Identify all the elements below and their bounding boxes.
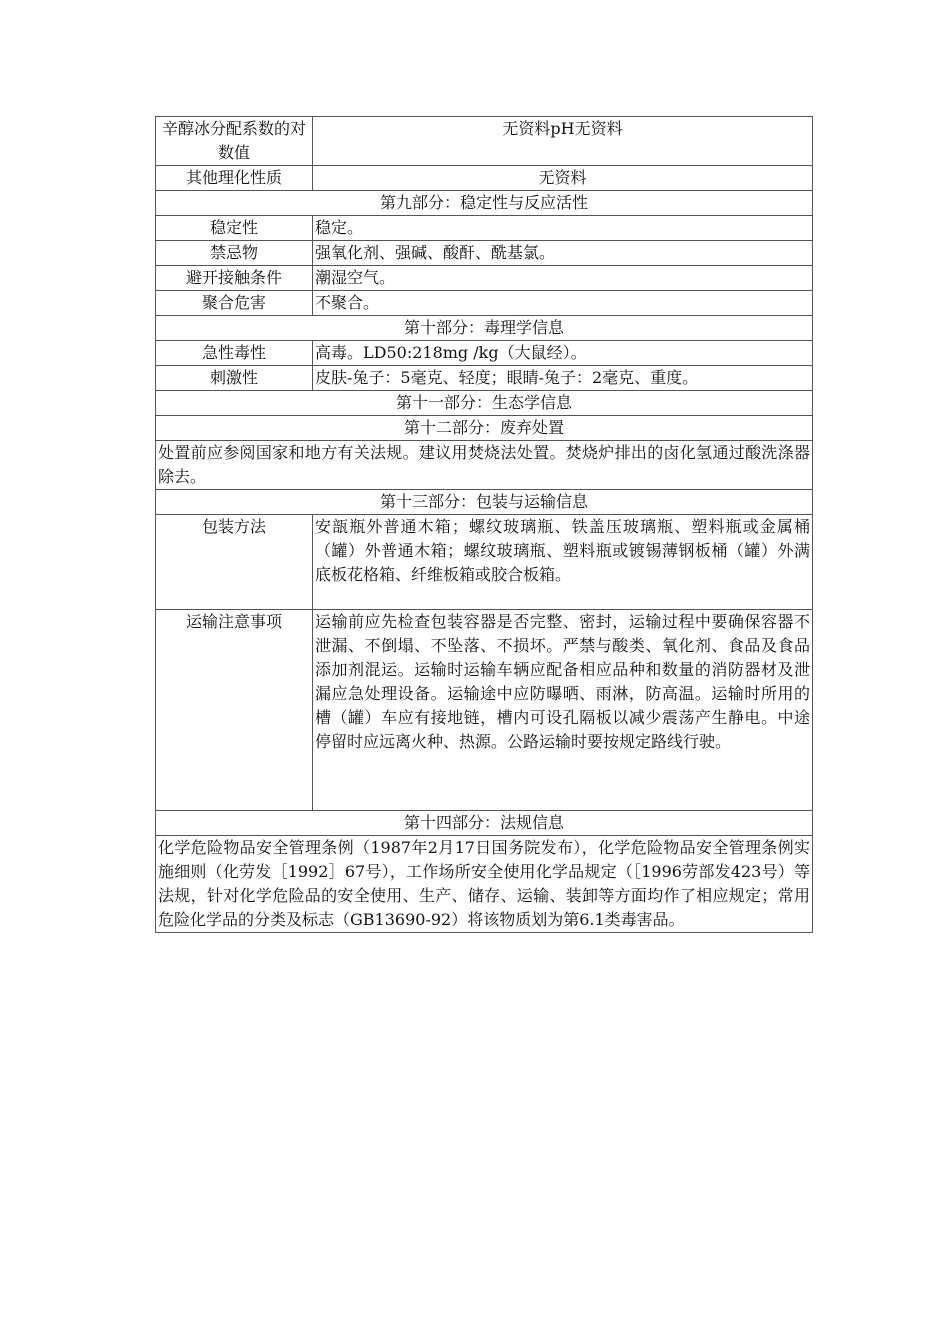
incompatible-value: 强氧化剂、强碱、酸酐、酰基氯。 [313, 241, 813, 266]
other-properties-value: 无资料 [313, 166, 813, 191]
table-row [156, 166, 813, 191]
avoid-conditions-value: 潮湿空气。 [313, 266, 813, 291]
regulations-text: 化学危险物品安全管理条例（1987年2月17日国务院发布），化学危险物品安全管理条例实施细则（化劳发［1992］67号），工作场所安全使用化学品规定（［1996劳部发423号）等法规，针对化学危险品的安全使用、生产、储存、运输、装卸等方面均作了相应规定；常用危险化学品的分类及标志（GB13690-92）将该物质划为第6.1类毒害品。 [156, 836, 813, 933]
table-row [156, 241, 813, 266]
table-row [156, 441, 813, 490]
octanol-value: 无资料pH无资料 [313, 117, 813, 166]
table-row [156, 316, 813, 341]
table-row [156, 191, 813, 216]
section-14-heading: 第十四部分：法规信息 [156, 811, 813, 836]
transport-value: 运输前应先检查包装容器是否完整、密封，运输过程中要确保容器不泄漏、不倒塌、不坠落、不损坏。严禁与酸类、氧化剂、食品及食品添加剂混运。运输时运输车辆应配备相应品种和数量的消防器材及泄漏应急处理设备。运输途中应防曝晒、雨淋，防高温。运输时所用的槽（罐）车应有接地链，槽内可设孔隔板以减少震荡产生静电。中途停留时应远离火种、热源。公路运输时要按规定路线行驶。 [313, 610, 813, 811]
section-9-heading: 第九部分：稳定性与反应活性 [156, 191, 813, 216]
table-row [156, 391, 813, 416]
table-row [156, 266, 813, 291]
table-row [156, 216, 813, 241]
polymerization-value: 不聚合。 [313, 291, 813, 316]
table-row [156, 811, 813, 836]
transport-label: 运输注意事项 [156, 610, 313, 811]
acute-toxicity-value: 高毒。LD50:218mg /kg（大鼠经）。 [313, 341, 813, 366]
acute-toxicity-label: 急性毒性 [156, 341, 313, 366]
msds-table [155, 116, 813, 933]
stability-label: 稳定性 [156, 216, 313, 241]
avoid-conditions-label: 避开接触条件 [156, 266, 313, 291]
table-row [156, 836, 813, 933]
polymerization-label: 聚合危害 [156, 291, 313, 316]
table-row [156, 490, 813, 515]
irritation-label: 刺激性 [156, 366, 313, 391]
irritation-value: 皮肤-兔子：5毫克、轻度；眼睛-兔子：2毫克、重度。 [313, 366, 813, 391]
other-properties-label: 其他理化性质 [156, 166, 313, 191]
packing-value: 安瓿瓶外普通木箱；螺纹玻璃瓶、铁盖压玻璃瓶、塑料瓶或金属桶（罐）外普通木箱；螺纹玻璃瓶、塑料瓶或镀锡薄钢板桶（罐）外满底板花格箱、纤维板箱或胶合板箱。 [313, 515, 813, 610]
table-row [156, 515, 813, 610]
stability-value: 稳定。 [313, 216, 813, 241]
packing-label: 包装方法 [156, 515, 313, 610]
octanol-label: 辛醇冰分配系数的对数值 [156, 117, 313, 166]
table-row [156, 366, 813, 391]
section-12-heading: 第十二部分：废弃处置 [156, 416, 813, 441]
section-10-heading: 第十部分：毒理学信息 [156, 316, 813, 341]
table-row [156, 341, 813, 366]
section-13-heading: 第十三部分：包装与运输信息 [156, 490, 813, 515]
incompatible-label: 禁忌物 [156, 241, 313, 266]
table-row [156, 117, 813, 166]
table-row [156, 610, 813, 811]
table-row [156, 291, 813, 316]
section-11-heading: 第十一部分：生态学信息 [156, 391, 813, 416]
table-row [156, 416, 813, 441]
disposal-text: 处置前应参阅国家和地方有关法规。建议用焚烧法处置。焚烧炉排出的卤化氢通过酸洗涤器除去。 [156, 441, 813, 490]
